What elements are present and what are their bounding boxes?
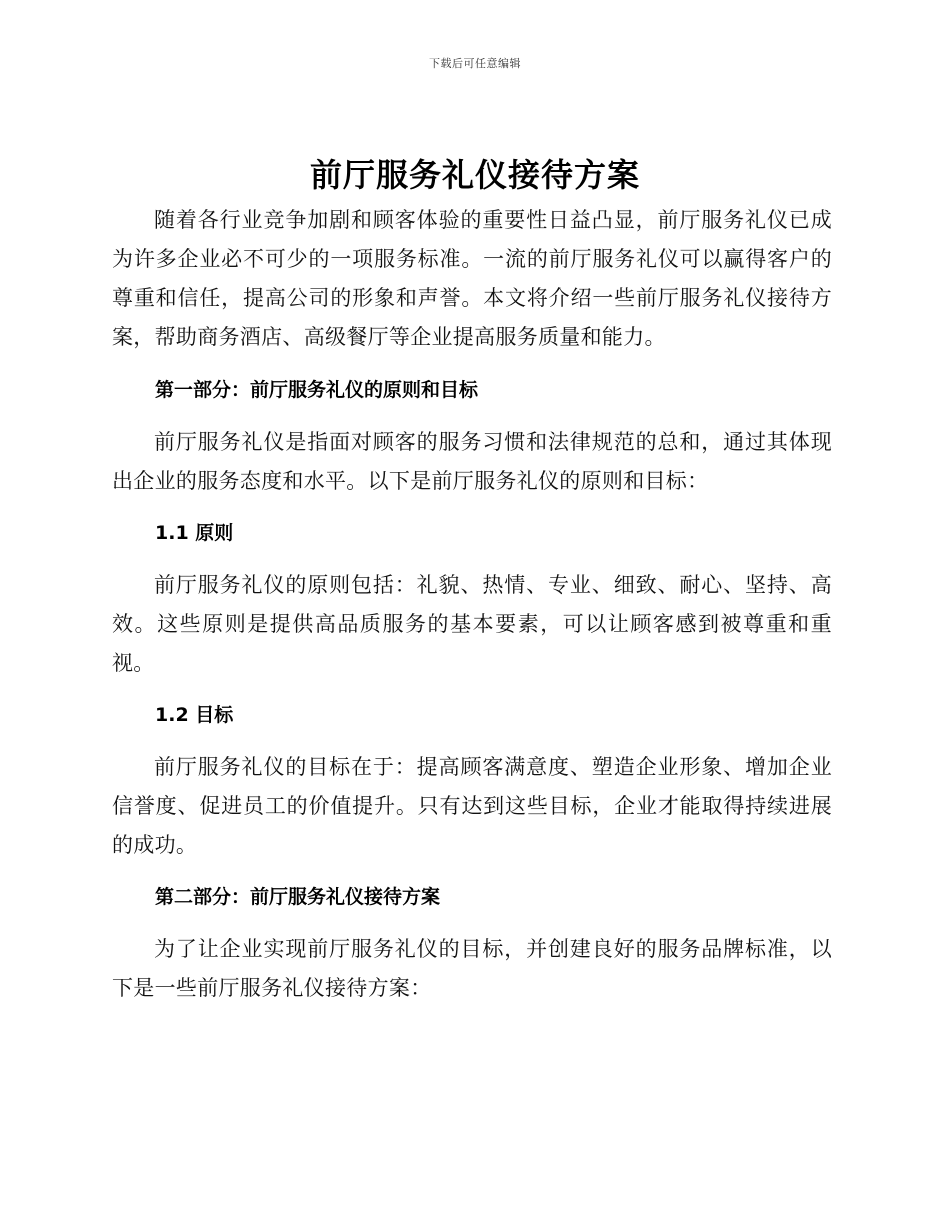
subsection-heading-1-2: 1.2 目标	[155, 704, 234, 726]
subsection-heading-1-1: 1.1 原则	[155, 522, 234, 544]
section-heading-part2: 第二部分：前厅服务礼仪接待方案	[155, 886, 441, 908]
principles-paragraph: 前厅服务礼仪的原则包括：礼貌、热情、专业、细致、耐心、坚持、高效。这些原则是提供高品质服务的基本要素，可以让顾客感到被尊重和重视。	[112, 573, 832, 675]
part2-paragraph: 为了让企业实现前厅服务礼仪的目标，并创建良好的服务品牌标准，以下是一些前厅服务礼仪接待方案：	[112, 937, 832, 1000]
goals-paragraph: 前厅服务礼仪的目标在于：提高顾客满意度、塑造企业形象、增加企业信誉度、促进员工的价值提升。只有达到这些目标，企业才能取得持续进展的成功。	[112, 755, 832, 857]
intro-paragraph: 随着各行业竞争加剧和顾客体验的重要性日益凸显，前厅服务礼仪已成为许多企业必不可少的一项服务标准。一流的前厅服务礼仪可以赢得客户的尊重和信任，提高公司的形象和声誉。本文将介绍一些前厅服务礼仪接待方案，帮助商务酒店、高级餐厅等企业提高服务质量和能力。	[112, 208, 832, 349]
section-heading-part1: 第一部分：前厅服务礼仪的原则和目标	[155, 379, 479, 401]
part1-paragraph: 前厅服务礼仪是指面对顾客的服务习惯和法律规范的总和，通过其体现出企业的服务态度和水平。以下是前厅服务礼仪的原则和目标：	[112, 430, 832, 493]
header-note: 下载后可任意编辑	[429, 57, 521, 70]
document-body	[112, 201, 832, 1008]
document-title: 前厅服务礼仪接待方案	[309, 156, 640, 194]
